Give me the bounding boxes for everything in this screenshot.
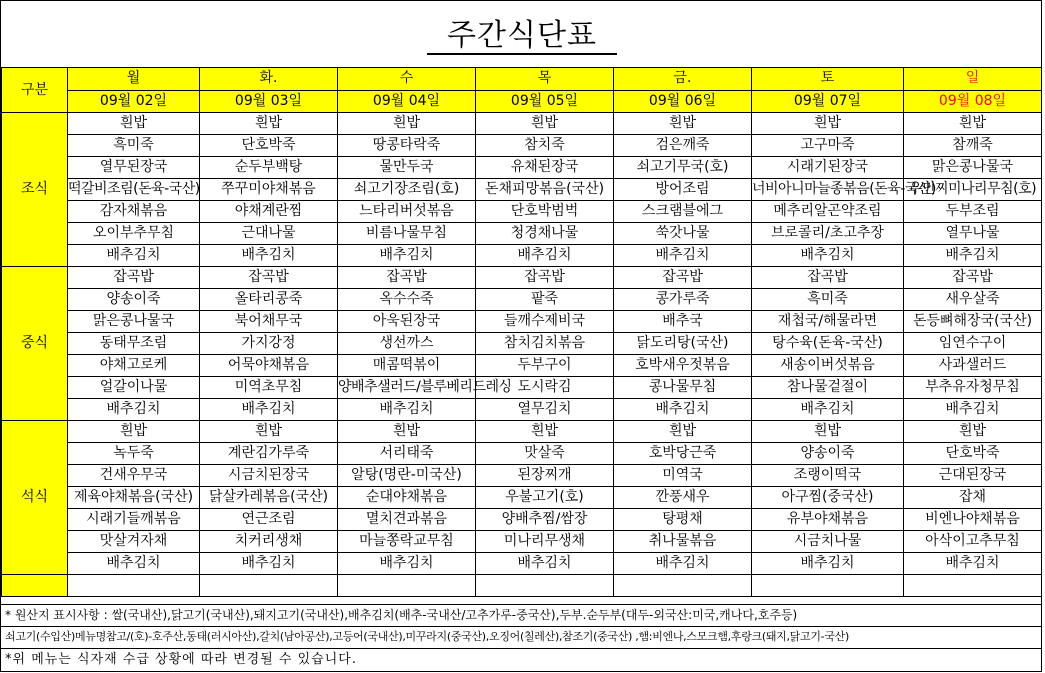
menu-item: 콩나물무침 xyxy=(614,377,752,399)
menu-row xyxy=(2,421,1042,443)
menu-item: 단호박범벅 xyxy=(476,201,614,223)
day-name: 월 xyxy=(68,68,200,91)
menu-item: 우불고기(호) xyxy=(476,487,614,509)
empty-cell xyxy=(68,575,200,597)
day-header-row xyxy=(2,68,1042,91)
menu-item: 맛살죽 xyxy=(476,443,614,465)
menu-item: 도시락김 xyxy=(476,377,614,399)
menu-item: 계란김가루죽 xyxy=(200,443,338,465)
menu-item: 치커리생채 xyxy=(200,531,338,553)
menu-item: 배추김치 xyxy=(200,245,338,267)
menu-item: 쇠고기무국(호) xyxy=(614,157,752,179)
menu-item: 두부조림 xyxy=(904,201,1042,223)
menu-item: 시금치된장국 xyxy=(200,465,338,487)
menu-item: 메추리알곤약조림 xyxy=(752,201,904,223)
weekly-menu-table xyxy=(1,67,1042,597)
day-name: 화. xyxy=(200,68,338,91)
menu-item: 배추김치 xyxy=(200,399,338,421)
menu-row xyxy=(2,223,1042,245)
menu-item: 흰밥 xyxy=(476,113,614,135)
menu-row xyxy=(2,179,1042,201)
menu-item: 콩가루죽 xyxy=(614,289,752,311)
menu-item: 사과샐러드 xyxy=(904,355,1042,377)
menu-item: 알탕(명란-미국산) xyxy=(338,465,476,487)
menu-item: 새우살죽 xyxy=(904,289,1042,311)
menu-row xyxy=(2,245,1042,267)
menu-item: 유채된장국 xyxy=(476,157,614,179)
menu-row xyxy=(2,509,1042,531)
menu-row xyxy=(2,289,1042,311)
menu-item: 시금치나물 xyxy=(752,531,904,553)
menu-item: 양배추샐러드/블루베리드레싱 xyxy=(338,377,476,399)
origin-note: * 원산지 표시사항 : 쌀(국내산),닭고기(국내산),돼지고기(국내산),배추김치(배추-국내산/고추가루-중국산),두부.순두부(대두-외국산:미국,캐나다,호주등) xyxy=(5,608,798,622)
menu-item: 배추김치 xyxy=(904,399,1042,421)
menu-item: 잡곡밥 xyxy=(904,267,1042,289)
menu-item: 배추김치 xyxy=(68,553,200,575)
empty-cell xyxy=(200,575,338,597)
menu-row xyxy=(2,355,1042,377)
menu-row xyxy=(2,443,1042,465)
menu-item: 미나리무생채 xyxy=(476,531,614,553)
menu-item: 쭈꾸미야채볶음 xyxy=(200,179,338,201)
menu-item: 새송이버섯볶음 xyxy=(752,355,904,377)
menu-item: 시래기들깨볶음 xyxy=(68,509,200,531)
menu-item: 야채계란찜 xyxy=(200,201,338,223)
menu-item: 브로콜리/초고추장 xyxy=(752,223,904,245)
menu-item: 비름나물무침 xyxy=(338,223,476,245)
menu-item: 흰밥 xyxy=(338,421,476,443)
menu-row xyxy=(2,487,1042,509)
menu-item: 미역초무침 xyxy=(200,377,338,399)
menu-item: 열무나물 xyxy=(904,223,1042,245)
menu-item: 잡채 xyxy=(904,487,1042,509)
menu-item: 흰밥 xyxy=(904,113,1042,135)
menu-item: 조랭이떡국 xyxy=(752,465,904,487)
menu-item: 열무김치 xyxy=(476,399,614,421)
menu-item: 맑은콩나물국 xyxy=(68,311,200,333)
menu-item: 잡곡밥 xyxy=(614,267,752,289)
menu-item: 아욱된장국 xyxy=(338,311,476,333)
change-notice: *위 메뉴는 식자재 수급 상황에 따라 변경될 수 있습니다. xyxy=(5,652,357,667)
menu-item: 물만두국 xyxy=(338,157,476,179)
menu-item: 양배추찜/쌈장 xyxy=(476,509,614,531)
menu-item: 생선까스 xyxy=(338,333,476,355)
menu-item: 감자채볶음 xyxy=(68,201,200,223)
menu-item: 배추김치 xyxy=(752,399,904,421)
menu-row xyxy=(2,135,1042,157)
menu-item: 건새우무국 xyxy=(68,465,200,487)
menu-item: 흰밥 xyxy=(68,113,200,135)
menu-item: 녹두죽 xyxy=(68,443,200,465)
menu-item: 닭도리탕(국산) xyxy=(614,333,752,355)
origin-detail-note: 쇠고기(수입산)메뉴명참고/(호)-호주산,동태(러시아산),갈치(남아공산),고등어(국내산),미꾸라지(중국산),오징어(칠레산),참조기(중국산) ,햄:비엔나,스모크햄,후랑크(돼지,닭고기-국산) xyxy=(5,630,849,643)
menu-item: 비엔나야채볶음 xyxy=(904,509,1042,531)
menu-item: 흰밥 xyxy=(904,421,1042,443)
meal-label: 조식 xyxy=(2,113,68,267)
date-cell: 09월 02일 xyxy=(68,90,200,113)
menu-item: 호박당근죽 xyxy=(614,443,752,465)
menu-item: 맑은콩나물국 xyxy=(904,157,1042,179)
menu-row xyxy=(2,157,1042,179)
menu-row xyxy=(2,531,1042,553)
menu-item: 양송이죽 xyxy=(752,443,904,465)
menu-item: 미역국 xyxy=(614,465,752,487)
meal-label: 석식 xyxy=(2,421,68,575)
menu-item: 떡갈비조림(돈육-국산) xyxy=(68,179,200,201)
menu-item: 배추김치 xyxy=(68,245,200,267)
menu-item: 흰밥 xyxy=(476,421,614,443)
menu-item: 아삭이고추무침 xyxy=(904,531,1042,553)
menu-item: 고구마죽 xyxy=(752,135,904,157)
menu-row xyxy=(2,399,1042,421)
menu-item: 닭살카레볶음(국산) xyxy=(200,487,338,509)
menu-item: 참치김치볶음 xyxy=(476,333,614,355)
menu-item: 청경채나물 xyxy=(476,223,614,245)
menu-item: 오이부추무침 xyxy=(68,223,200,245)
menu-item: 배추김치 xyxy=(338,245,476,267)
menu-item: 흰밥 xyxy=(338,113,476,135)
menu-item: 흑미죽 xyxy=(752,289,904,311)
day-name: 수 xyxy=(338,68,476,91)
day-name: 토 xyxy=(752,68,904,91)
menu-item: 맛살겨자채 xyxy=(68,531,200,553)
menu-item: 연근조림 xyxy=(200,509,338,531)
menu-item: 쇠고기장조림(호) xyxy=(338,179,476,201)
date-header-row xyxy=(2,90,1042,113)
menu-item: 돈등뼈해장국(국산) xyxy=(904,311,1042,333)
menu-item: 배추김치 xyxy=(338,553,476,575)
menu-item: 배추김치 xyxy=(614,399,752,421)
category-header: 구분 xyxy=(2,68,68,113)
menu-item: 양송이죽 xyxy=(68,289,200,311)
menu-item: 흰밥 xyxy=(200,113,338,135)
menu-item: 배추김치 xyxy=(752,553,904,575)
menu-item: 깐풍새우 xyxy=(614,487,752,509)
menu-item: 팥죽 xyxy=(476,289,614,311)
menu-row xyxy=(2,465,1042,487)
menu-item: 북어채무국 xyxy=(200,311,338,333)
menu-item: 잡곡밥 xyxy=(476,267,614,289)
menu-item: 검은깨죽 xyxy=(614,135,752,157)
menu-item: 배추김치 xyxy=(476,553,614,575)
empty-cell xyxy=(2,575,68,597)
menu-item: 참치죽 xyxy=(476,135,614,157)
menu-item: 가지강정 xyxy=(200,333,338,355)
menu-item: 재첩국/해물라면 xyxy=(752,311,904,333)
date-cell: 09월 05일 xyxy=(476,90,614,113)
menu-item: 아구찜(중국산) xyxy=(752,487,904,509)
menu-row xyxy=(2,333,1042,355)
menu-item: 야채고로케 xyxy=(68,355,200,377)
menu-item: 부추유자청무침 xyxy=(904,377,1042,399)
menu-item: 너비아니마늘종볶음(돈육-국산) xyxy=(752,179,904,201)
menu-item: 스크램블에그 xyxy=(614,201,752,223)
menu-row xyxy=(2,267,1042,289)
empty-cell xyxy=(752,575,904,597)
menu-item: 매콤떡볶이 xyxy=(338,355,476,377)
menu-item: 근대나물 xyxy=(200,223,338,245)
menu-item: 잡곡밥 xyxy=(338,267,476,289)
date-cell: 09월 07일 xyxy=(752,90,904,113)
menu-row xyxy=(2,377,1042,399)
menu-item: 배추김치 xyxy=(68,399,200,421)
menu-item: 열무된장국 xyxy=(68,157,200,179)
menu-item: 어묵야채볶음 xyxy=(200,355,338,377)
menu-item: 배추김치 xyxy=(752,245,904,267)
page-title: 주간식단표 xyxy=(1,1,1043,67)
day-name: 목 xyxy=(476,68,614,91)
menu-item: 흰밥 xyxy=(200,421,338,443)
menu-item: 흰밥 xyxy=(752,113,904,135)
menu-item: 임연수구이 xyxy=(904,333,1042,355)
menu-item: 흰밥 xyxy=(68,421,200,443)
menu-item: 흰밥 xyxy=(752,421,904,443)
menu-item: 순대야채볶음 xyxy=(338,487,476,509)
menu-item: 제육야채볶음(국산) xyxy=(68,487,200,509)
menu-item: 잡곡밥 xyxy=(68,267,200,289)
menu-item: 배추김치 xyxy=(904,553,1042,575)
menu-item: 마늘쫑락교무침 xyxy=(338,531,476,553)
menu-item: 두부구이 xyxy=(476,355,614,377)
empty-cell xyxy=(904,575,1042,597)
empty-cell xyxy=(614,575,752,597)
menu-item: 배추국 xyxy=(614,311,752,333)
empty-cell xyxy=(338,575,476,597)
menu-item: 느타리버섯볶음 xyxy=(338,201,476,223)
date-cell: 09월 06일 xyxy=(614,90,752,113)
menu-item: 얼갈이나물 xyxy=(68,377,200,399)
menu-item: 잡곡밥 xyxy=(200,267,338,289)
menu-item: 참깨죽 xyxy=(904,135,1042,157)
menu-item: 순두부백탕 xyxy=(200,157,338,179)
menu-item: 멸치견과볶음 xyxy=(338,509,476,531)
day-name: 일 xyxy=(904,68,1042,91)
menu-item: 흰밥 xyxy=(614,113,752,135)
day-name: 금. xyxy=(614,68,752,91)
menu-row xyxy=(2,113,1042,135)
menu-item: 배추김치 xyxy=(338,399,476,421)
menu-item: 취나물볶음 xyxy=(614,531,752,553)
menu-item: 흑미죽 xyxy=(68,135,200,157)
menu-item: 쑥갓나물 xyxy=(614,223,752,245)
meal-label: 중식 xyxy=(2,267,68,421)
menu-item: 배추김치 xyxy=(614,245,752,267)
menu-row xyxy=(2,553,1042,575)
menu-item: 탕수육(돈육-국산) xyxy=(752,333,904,355)
menu-item: 참나물겉절이 xyxy=(752,377,904,399)
menu-item: 배추김치 xyxy=(904,245,1042,267)
menu-item: 배추김치 xyxy=(200,553,338,575)
menu-item: 탕평채 xyxy=(614,509,752,531)
menu-item: 서리태죽 xyxy=(338,443,476,465)
date-cell: 09월 04일 xyxy=(338,90,476,113)
menu-row xyxy=(2,311,1042,333)
menu-item: 동태무조림 xyxy=(68,333,200,355)
date-cell: 09월 03일 xyxy=(200,90,338,113)
menu-item: 배추김치 xyxy=(476,245,614,267)
menu-item: 단호박죽 xyxy=(904,443,1042,465)
menu-item: 흰밥 xyxy=(614,421,752,443)
menu-row xyxy=(2,201,1042,223)
menu-item: 배추김치 xyxy=(614,553,752,575)
menu-item: 옥수수죽 xyxy=(338,289,476,311)
menu-item: 유부야채볶음 xyxy=(752,509,904,531)
menu-item: 잡곡밥 xyxy=(752,267,904,289)
menu-item: 들깨수제비국 xyxy=(476,311,614,333)
menu-item: 단호박죽 xyxy=(200,135,338,157)
menu-item: 돈채피망볶음(국산) xyxy=(476,179,614,201)
empty-cell xyxy=(476,575,614,597)
date-cell: 09월 08일 xyxy=(904,90,1042,113)
menu-item: 우민찌미나리무침(호) xyxy=(904,179,1042,201)
menu-item: 올타리콩죽 xyxy=(200,289,338,311)
menu-item: 시래기된장국 xyxy=(752,157,904,179)
menu-item: 근대된장국 xyxy=(904,465,1042,487)
spacer-row xyxy=(2,575,1042,597)
menu-item: 된장찌개 xyxy=(476,465,614,487)
menu-item: 방어조림 xyxy=(614,179,752,201)
menu-item: 호박새우젓볶음 xyxy=(614,355,752,377)
menu-item: 땅콩타락죽 xyxy=(338,135,476,157)
